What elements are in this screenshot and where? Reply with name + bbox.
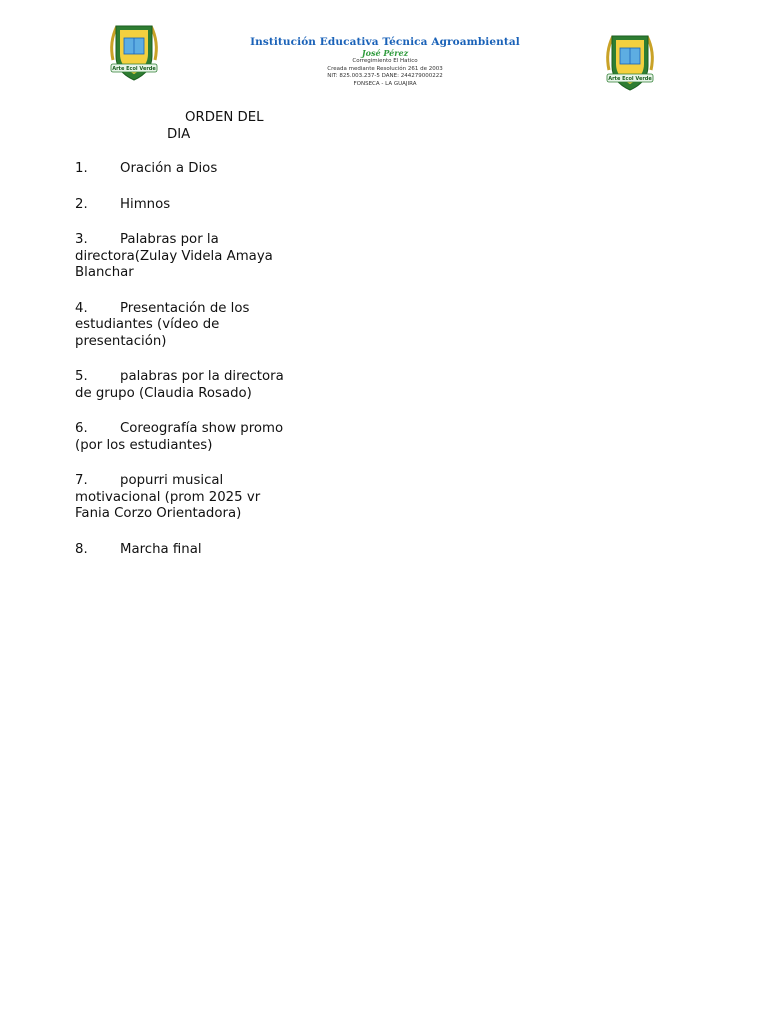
item-text: popurri musical motivacional (prom 2025 vr Fania Corzo Orientadora): [75, 473, 261, 521]
list-item: [75, 473, 290, 523]
signature-text: José Pérez: [361, 48, 409, 58]
item-number: 3.: [75, 232, 88, 247]
letterhead-line-1: Corregimiento El Hatico: [352, 58, 418, 64]
list-item: [75, 421, 290, 454]
item-number: 2.: [75, 196, 88, 212]
list-item: [75, 542, 290, 559]
item-text: palabras por la directora de grupo (Claudia Rosado): [75, 369, 284, 401]
school-crest-icon: [603, 30, 657, 94]
list-item: [75, 301, 290, 351]
letterhead-line-3: NIT: 825.003.237-5 DANE: 244279000222: [327, 73, 443, 79]
item-text: Himnos: [120, 196, 171, 212]
letterhead: [240, 36, 530, 88]
crest-motto: Arte Ecol Verde: [112, 66, 156, 72]
item-number: 5.: [75, 369, 88, 384]
item-number: 8.: [75, 541, 88, 557]
item-text: Presentación de los estudiantes (vídeo de presentación): [75, 300, 250, 349]
letterhead-line-4: FONSECA - LA GUAJIRA: [353, 80, 417, 87]
letterhead-line-2: Creada mediante Resolución 261 de 2003: [327, 65, 443, 72]
list-item: [75, 369, 290, 402]
agenda-list: [75, 161, 290, 558]
item-text: Coreografía show promo (por los estudiantes): [75, 421, 284, 453]
school-crest-left: [107, 20, 161, 84]
agenda-document: [75, 110, 290, 577]
item-number: 1.: [75, 161, 88, 176]
item-number: 7.: [75, 473, 88, 488]
item-number: 6.: [75, 421, 88, 436]
crest-motto: Arte Ecol Verde: [608, 76, 652, 82]
item-text: Marcha final: [120, 541, 202, 557]
list-item: [75, 232, 290, 282]
institution-name: Institución Educativa Técnica Agroambiental: [250, 36, 520, 48]
document-title-line-2: DIA: [167, 126, 191, 142]
school-crest-icon: [107, 20, 161, 84]
item-number: 4.: [75, 300, 88, 316]
document-title-line-1: ORDEN DEL: [185, 110, 264, 125]
list-item: [75, 197, 290, 214]
item-text: Palabras por la directora(Zulay Videla Amaya Blanchar: [75, 232, 273, 280]
school-crest-right: [603, 30, 657, 94]
item-text: Oración a Dios: [120, 161, 218, 176]
list-item: [75, 161, 290, 178]
